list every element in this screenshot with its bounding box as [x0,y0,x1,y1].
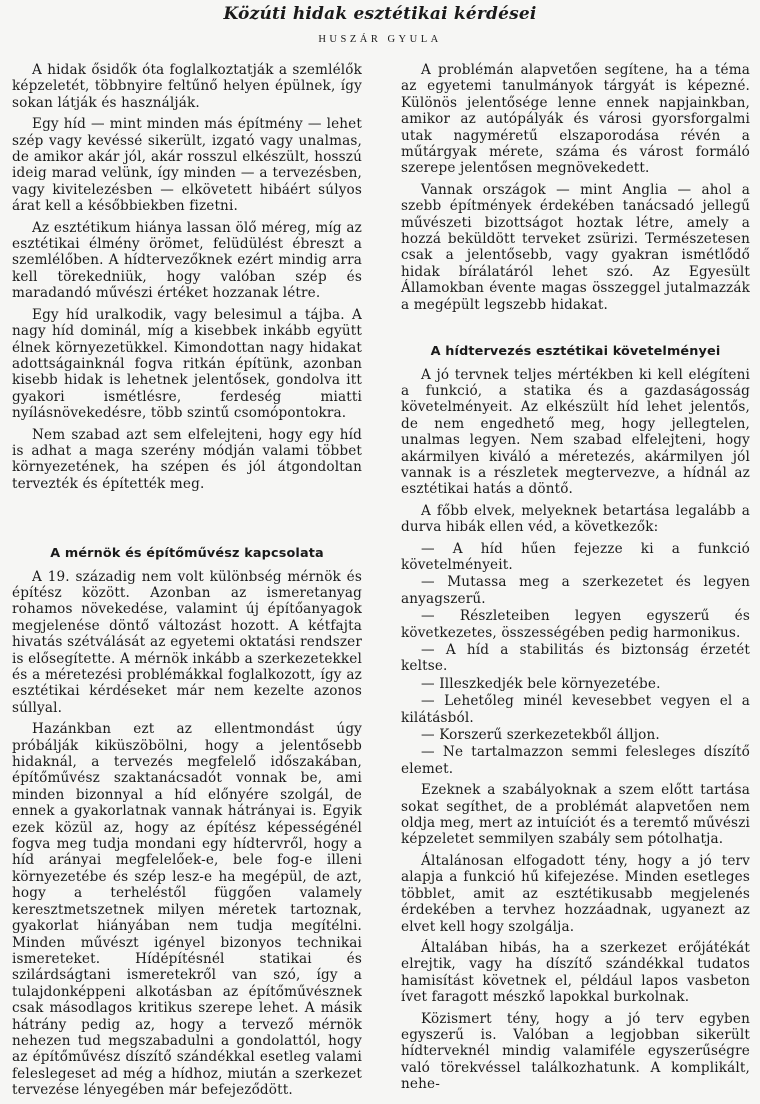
paragraph: A problémán alapvetően segítene, ha a téma az egyetemi tanulmányok tárgyát is képezné. Különös jelentősége lenne ennek napjainkban, amikor az autópályák és városi gyorsforgalmi utak nagyméretű elszaporodása révén a műtárgyak mérete, száma és várost formáló szerepe jelentősen megnövekedett. [401,62,750,177]
paragraph: Egy híd — mint minden más építmény — lehet szép vagy kevéssé sikerült, izgató vagy unalmas, de amikor akár jól, akár rosszul elkészült, hosszú ideig marad velünk, így minden — a tervezésben, vagy kivitelezésben — elkövetett hibáért súlyos árat kell a későbbiekben fizetni. [12,116,362,215]
paragraph: Hazánkban ezt az ellentmondást úgy próbálják kiküszöbölni, hogy a jelentősebb hidaknál, a tervezés megfelelő időszakában, építőművész szaktanácsadót vonnak be, ami minden bizonnyal a híd előnyére szolgál, de ennek a gyakorlatnak vannak hátrányai is. Egyik ezek közül az, hogy az építész képességénél fogva meg tudja mondani egy hídtervről, hogy a híd arányai megfelelőek-e, bele fog-e illeni környezetébe és szép lesz-e ha megépül, de azt, hogy a terheléstől függően valamely keresztmetszetnek milyen méretek tartoznak, gyakorlat hiányában nem tudja megítélni. Minden művészt igényel bizonyos technikai ismereteket. Hídépítésnél statikai és szilárdságtani ismeretekről van szó, így a tulajdonképpeni alkotásban az építőművésznek csak másodlagos kritikus szerepe lehet. A másik hátrány pedig az, hogy a tervező mérnök nehezen tud megszabadulni a gondolattól, hogy az építőművész díszítő szándékkal esetleg valami feleslegeset ad még a hídhoz, miután a szerkezet tervezése lényegében már befejeződött. [12,721,362,1099]
principle-item: — Illeszkedjék bele környezetébe. [421,675,661,692]
principle-item: — Lehetőleg minél kevesebbet vegyen el a kilátásból. [401,693,750,726]
paragraph: A főbb elvek, melyeknek betartása legalább a durva hibák ellen véd, a következők: [401,502,750,536]
paragraph: Az esztétikum hiánya lassan ölő méreg, míg az esztétikai élmény örömet, felüdülést ébreszt a szemlélőben. A hídtervezőknek ezért mindig arra kell törekedniük, hogy valóban szép és maradandó művészi értéket hozzanak létre. [12,219,362,302]
section-heading: A hídtervezés esztétikai követelményei [430,344,721,360]
principle-item: — Korszerű szerkezetekből álljon. [421,727,660,744]
principle-item: — A híd a stabilitás és biztonság érzetét keltse. [401,642,750,675]
paragraph: A jó tervnek teljes mértékben ki kell elégíteni a funkció, a statika és a gazdaságosság követelményeit. Az elkészült híd lehet jelentős, de nem engedhető meg, hogy jellegtelen, unalmas legyen. Nem szabad elfelejteni, hogy akármilyen kiváló a méretezés, akármilyen jól vannak is a részletek megtervezve, a hídnál az esztétikai hatás a döntő. [401,366,750,498]
principle-item: — Részleteiben legyen egyszerű és következetes, összességében pedig harmonikus. [401,608,750,641]
article-author: HUSZÁR GYULA [318,34,442,45]
principle-item: — Ne tartalmazzon semmi felesleges díszítő elemet. [401,744,750,777]
article-title: Közúti hidak esztétikai kérdései [223,4,537,24]
principle-item: — A híd hűen fejezze ki a funkció követelményeit. [401,540,750,573]
paragraph: Egy híd uralkodik, vagy belesimul a tájba. A nagy híd dominál, míg a kisebbek inkább együtt élnek környezetükkel. Kimondottan nagy hidakat adottságainknál fogva ritkán építünk, azonban kisebb hidak is lehetnek jelentősek, gondolva itt gyakori ismétlésre, ferdeség miatti nyílásnövekedésre, több szintű csomópontokra. [12,306,362,422]
paragraph: Vannak országok — mint Anglia — ahol a szebb építmények érdekében tanácsadó jellegű művészeti bizottságot hoztak létre, amely a hozzá beküldött terveket zsürizi. Természetesen csak a jelentősebb, vagy gyakran ismétlődő hidak bírálatáról lehet szó. Az Egyesült Államokban évente magas összeggel jutalmazzák a megépült legszebb hidakat. [401,181,750,313]
section-heading: A mérnök és építőművész kapcsolata [50,546,324,562]
paragraph: Közismert tény, hogy a jó terv egyben egyszerű is. Valóban a legjobban sikerült hídterveknél mindig valamiféle egyszerűségre való törekvéssel találkozhatunk. A komplikált, nehe- [401,1010,750,1093]
right-column [401,62,750,1098]
left-column [12,62,362,1104]
paragraph: Általában hibás, ha a szerkezet erőjátékát elrejtik, vagy ha díszítő szándékkal tudatos hamisítást követnek el, például lapos vasbeton ívet faragott mészkő lapokkal burkolnak. [401,939,750,1006]
paragraph: Általánosan elfogadott tény, hogy a jó terv alapja a funkció hű kifejezése. Minden esetleges többlet, amit az esztétikusabb megjelenés érdekében a tervhez hozzáadnak, ugyanezt az elvet kell hogy szolgálja. [401,852,750,935]
paragraph: Ezeknek a szabályoknak a szem előtt tartása sokat segíthet, de a problémát alapvetően nem oldja meg, mert az intuíciót és a teremtő művészi képzeletet semmilyen szabály sem pótolhatja. [401,782,750,848]
principle-item: — Mutassa meg a szerkezetet és legyen anyagszerű. [401,574,750,607]
paragraph: A hidak ősidők óta foglalkoztatják a szemlélők képzeletét, többnyire feltűnő helyen épülnek, így sokan látják és használják. [12,62,362,111]
paragraph: A 19. századig nem volt különbség mérnök és építész között. Azonban az ismeretanyag rohamos növekedése, valamint új építőanyagok megjelenése döntő változást hozott. A kétfajta hivatás szétválását az egyetemi oktatási rendszer is elősegítette. A mérnök inkább a szerkezetekkel és a méretezési problémákkal foglalkozott, így az esztétikai kérdéseket már nem kezelte azonos súllyal. [12,568,362,716]
paragraph: Nem szabad azt sem elfelejteni, hogy egy híd is adhat a maga szerény módján valami többet környezetének, ha szépen és jól átgondoltan tervezték és építették meg. [12,426,362,492]
